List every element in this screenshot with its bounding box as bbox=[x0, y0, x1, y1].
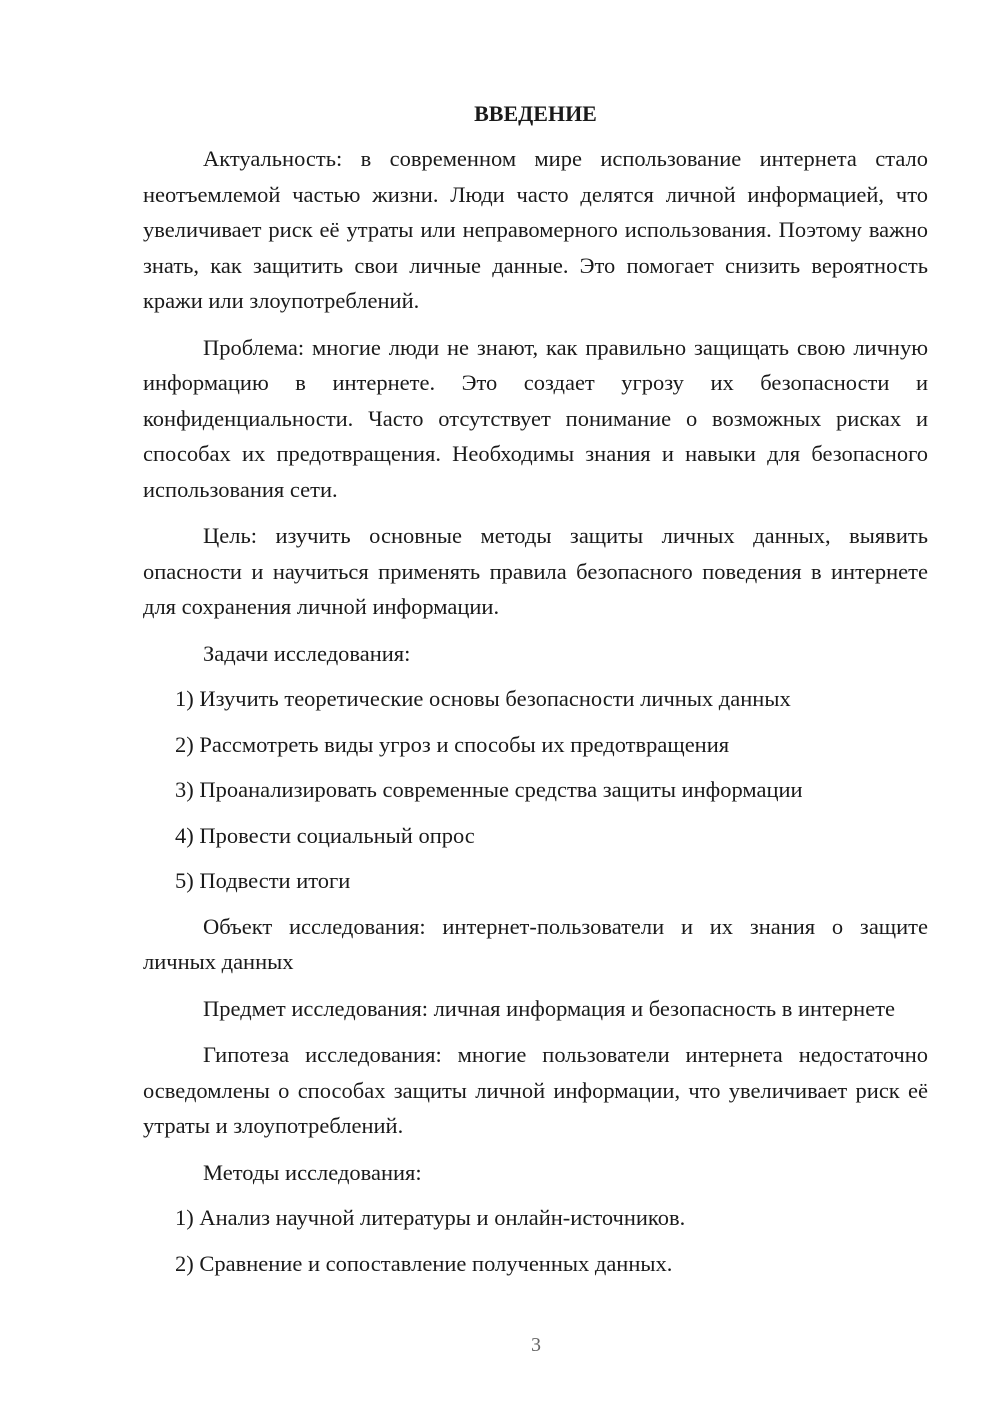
section-title: ВВЕДЕНИЕ bbox=[474, 101, 597, 126]
page-number: 3 bbox=[531, 1334, 541, 1356]
tasks-item: 3) Проанализировать современные средства защиты информации bbox=[175, 777, 803, 802]
paragraph-problem: Проблема: многие люди не знают, как правильно защищать свою личную информацию в интернете. Это создает угрозу их безопасности и конфиденциальности. Часто отсутствует понимание о возможных рисках и способах их предотвращения. Необходимы знания и навыки для безопасного использования сети. bbox=[143, 334, 928, 502]
paragraph-goal: Цель: изучить основные методы защиты личных данных, выявить опасности и научиться применять правила безопасного поведения в интернете для сохранения личной информации. bbox=[143, 523, 928, 619]
paragraph-subject: Предмет исследования: личная информация и безопасность в интернете bbox=[203, 995, 896, 1021]
paragraph-object: Объект исследования: интернет-пользователи и их знания о защите личных данных bbox=[143, 913, 928, 974]
methods-item: 1) Анализ научной литературы и онлайн-источников. bbox=[175, 1205, 686, 1230]
tasks-item: 5) Подвести итоги bbox=[175, 868, 351, 893]
tasks-heading: Задачи исследования: bbox=[203, 640, 411, 666]
methods-heading: Методы исследования: bbox=[203, 1159, 422, 1185]
methods-item: 2) Сравнение и сопоставление полученных данных. bbox=[175, 1250, 673, 1276]
page-content bbox=[143, 96, 928, 1291]
tasks-item: 4) Провести социальный опрос bbox=[175, 822, 475, 848]
paragraph-hypothesis: Гипотеза исследования: многие пользователи интернета недостаточно осведомлены о способах защиты личной информации, что увеличивает риск её утраты и злоупотреблений. bbox=[143, 1042, 928, 1138]
tasks-item: 1) Изучить теоретические основы безопасности личных данных bbox=[175, 686, 791, 711]
tasks-item: 2) Рассмотреть виды угроз и способы их предотвращения bbox=[175, 731, 730, 757]
paragraph-relevance: Актуальность: в современном мире использование интернета стало неотъемлемой частью жизни. Люди часто делятся личной информацией, что увеличивает риск её утраты или неправомерного использования. Поэтому важно знать, как защитить свои личные данные. Это помогает снизить вероятность кражи или злоупотреблений. bbox=[143, 146, 928, 313]
